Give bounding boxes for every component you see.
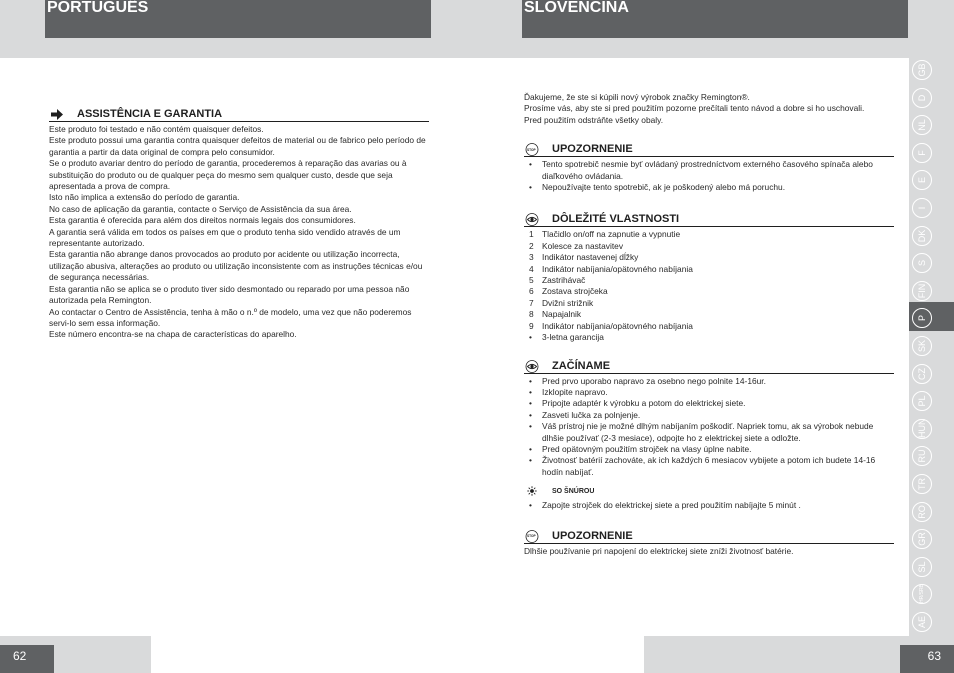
- item-text: Zastrihávač: [542, 275, 586, 286]
- language-tabs: [909, 58, 954, 636]
- caution-list-1: [524, 159, 894, 193]
- list-item: • Tento spotrebič nesmie byť ovládaný prostredníctvom externého časového spínača alebo diaľkového ovládania.: [524, 159, 894, 182]
- item-text: Napajalnik: [542, 309, 582, 320]
- language-tab-fin[interactable]: [912, 281, 932, 301]
- item-number: 6: [529, 286, 534, 297]
- language-tab-label: CZ: [917, 367, 927, 380]
- language-tab-label: AE: [917, 616, 927, 629]
- item-number: 3: [529, 252, 534, 263]
- list-item: [524, 229, 894, 240]
- list-item: [524, 321, 894, 332]
- language-tab-f[interactable]: [912, 143, 932, 163]
- list-item: [524, 275, 894, 286]
- language-tab-d[interactable]: [912, 88, 932, 108]
- list-item: • Životnosť batérií zachováte, ak ich každých 6 mesiacov vybijete a potom ich budete 14-16 hodín nabíjať.: [524, 455, 894, 478]
- list-item: • Izklopite napravo.: [524, 387, 894, 398]
- intro-text: [524, 92, 894, 126]
- caution-text-2: Dlhšie používanie pri napojení do elektrickej siete zníži životnosť batérie.: [524, 545, 794, 556]
- page-title-right: SLOVENČINA: [522, 0, 908, 38]
- language-tab-label: F: [917, 150, 927, 156]
- caution-header-2: [524, 526, 894, 544]
- language-tab-dk[interactable]: [912, 226, 932, 246]
- language-tab-label: GB: [917, 63, 927, 77]
- warranty-paragraph: A garantia será válida em todos os países em que o produto tenha sido vendido através de um representante autorizado.: [49, 226, 401, 249]
- intro-line: Pred použitím odstráňte všetky obaly.: [524, 114, 664, 125]
- caution-title-1: UPOZORNENIE: [552, 143, 633, 156]
- features-list: [524, 229, 894, 332]
- language-tab-label: S: [917, 260, 927, 267]
- warranty-paragraph: Esta garantia não abrange danos provocados ao produto por acidente ou utilização incorrecta, utilização abusiva, alterações ao produto ou utilização inconsistente com as instruções técnicas e/ou de segurança necessárias.: [49, 249, 423, 283]
- language-tab-nl[interactable]: [912, 115, 932, 135]
- features-extra-list: [524, 332, 894, 343]
- language-tab-tr[interactable]: [912, 474, 932, 494]
- warranty-paragraph: Esta garantia é oferecida para além dos direitos normais legais dos consumidores.: [49, 215, 356, 226]
- list-item: • Nepoužívajte tento spotrebič, ak je poškodený alebo má poruchu.: [524, 182, 894, 193]
- language-tab-label: HR/SRB: [919, 584, 925, 604]
- language-tab-ru[interactable]: [912, 446, 932, 466]
- arrow-right-icon: [50, 108, 64, 121]
- warranty-paragraph: Se o produto avariar dentro do período de garantia, procederemos à reparação das avarias ou à substituição do produto ou de qualquer peça do mesmo sem qualquer custo, desde que seja apresentada a prova de compra.: [49, 158, 407, 192]
- item-number: 2: [529, 240, 534, 251]
- language-tab-s[interactable]: [912, 253, 932, 273]
- warranty-section-title: ASSISTÊNCIA E GARANTIA: [77, 108, 223, 120]
- language-tab-cz[interactable]: [912, 364, 932, 384]
- language-tab-pl[interactable]: [912, 391, 932, 411]
- language-tab-sk[interactable]: [912, 336, 932, 356]
- eye-icon: [525, 360, 539, 373]
- language-tab-sl[interactable]: [912, 557, 932, 577]
- list-item: • 3-letna garancija: [524, 332, 894, 343]
- language-tab-ae[interactable]: [912, 612, 932, 632]
- language-tab-label: HUN: [917, 418, 927, 438]
- warranty-paragraph: Ao contactar o Centro de Assistência, tenha à mão o n.º de modelo, uma vez que não poderemos servi-lo sem essa informação.: [49, 306, 412, 328]
- sun-icon: [527, 486, 537, 496]
- item-text: Indikátor nabíjania/opätovného nabíjania: [542, 320, 693, 331]
- list-item: [524, 252, 894, 263]
- language-tab-i[interactable]: [912, 198, 932, 218]
- language-tab-label: GR: [917, 532, 927, 546]
- item-number: 5: [529, 275, 534, 286]
- caution-header-1: [524, 139, 894, 157]
- stop-icon-label: STOP: [527, 534, 536, 539]
- list-item: • Zapojte strojček do elektrickej siete a pred použitím nabíjajte 5 minút .: [524, 500, 894, 511]
- language-tab-hun[interactable]: [912, 419, 932, 439]
- language-tab-label: RO: [917, 504, 927, 519]
- list-item: [524, 241, 894, 252]
- start-header: [524, 356, 894, 374]
- item-number: 8: [529, 309, 534, 320]
- stop-icon-label: STOP: [527, 147, 536, 152]
- warranty-section-header: [49, 104, 429, 122]
- language-tab-p[interactable]: [912, 308, 932, 328]
- warranty-paragraph: Este número encontra-se na chapa de características do aparelho.: [49, 329, 297, 340]
- slovak-column: [524, 92, 894, 557]
- intro-line: Ďakujeme, že ste si kúpili nový výrobok značky Remington®.: [524, 92, 750, 102]
- language-tab-label: PL: [917, 395, 927, 407]
- language-tab-gr[interactable]: [912, 529, 932, 549]
- language-tab-label: SL: [917, 561, 927, 573]
- list-item: [524, 286, 894, 297]
- language-tab-e[interactable]: [912, 170, 932, 190]
- list-item: • Pripojte adaptér k výrobku a potom do elektrickej siete.: [524, 398, 894, 409]
- item-text: Tlačidlo on/off na zapnutie a vypnutie: [542, 229, 681, 240]
- warranty-text: [49, 124, 429, 341]
- intro-line: Prosíme vás, aby ste si pred použitím pozorne prečítali tento návod a dobre si ho uschovali.: [524, 103, 865, 114]
- list-item: • Pred prvo uporabo napravo za osebno nego polnite 14-16ur.: [524, 376, 894, 387]
- language-tab-hrsrb[interactable]: [912, 584, 932, 604]
- language-tab-gb[interactable]: [912, 60, 932, 80]
- page-number-right: 63: [900, 645, 954, 673]
- list-item: • Pred opätovným použitím strojček na vlasy úplne nabite.: [524, 444, 894, 455]
- features-title: DÔLEŽITÉ VLASTNOSTI: [552, 213, 680, 226]
- language-tab-label: E: [917, 177, 927, 184]
- page-title-left: PORTUGUÊS: [45, 0, 431, 38]
- warranty-paragraph: Este produto possui uma garantia contra quaisquer defeitos de material ou de fabrico pelo período de garantia a partir da data original de compra pelo consumidor.: [49, 135, 426, 157]
- list-item: [524, 309, 894, 320]
- language-tab-label: RU: [917, 449, 927, 463]
- caution-title-2: UPOZORNENIE: [552, 529, 633, 542]
- warranty-column: [49, 104, 429, 341]
- item-text: Dvižni strižnik: [542, 297, 594, 308]
- list-item: • Zasveti lučka za polnjenje.: [524, 410, 894, 421]
- language-tab-label: SK: [917, 340, 927, 353]
- language-tab-label: P: [917, 315, 927, 322]
- list-item: • Váš prístroj nie je možné dlhým nabíjaním poškodiť. Napriek tomu, ak sa výrobok nebude dlhšie používať (2-3 mesiace), odpojte ho z elektrickej siete a odložte.: [524, 421, 894, 444]
- language-tab-label: D: [917, 94, 927, 101]
- item-text: Indikátor nastavenej dĺžky: [542, 252, 639, 263]
- list-item: [524, 264, 894, 275]
- language-tab-label: TR: [917, 478, 927, 490]
- item-number: 9: [529, 320, 534, 331]
- cord-subheader: [524, 484, 894, 498]
- page-number-left: 62: [0, 645, 54, 673]
- start-title: ZAČÍNAME: [552, 359, 611, 372]
- item-text: Zostava strojčeka: [542, 286, 608, 297]
- eye-icon: [525, 213, 539, 226]
- cord-subtitle: SO ŠNÚROU: [552, 488, 595, 496]
- item-number: 7: [529, 297, 534, 308]
- language-tab-label: DK: [917, 229, 927, 242]
- features-header: [524, 209, 894, 227]
- item-number: 1: [529, 229, 534, 240]
- warranty-paragraph: Isto não implica a extensão do período de garantia.: [49, 192, 240, 203]
- start-list: [524, 376, 894, 479]
- warranty-paragraph: No caso de aplicação da garantia, contacte o Serviço de Assistência da sua área.: [49, 203, 352, 214]
- item-text: Kolesce za nastavitev: [542, 240, 624, 251]
- item-number: 4: [529, 263, 534, 274]
- warranty-paragraph: Esta garantia não se aplica se o produto tiver sido desmontado ou reparado por uma pessoa não autorizada pela Remington.: [49, 283, 410, 306]
- list-item: [524, 298, 894, 309]
- language-tab-label: FIN: [917, 283, 927, 299]
- language-tab-label: I: [917, 206, 927, 210]
- language-tab-label: NL: [917, 119, 927, 131]
- language-tab-ro[interactable]: [912, 502, 932, 522]
- warranty-paragraph: Este produto foi testado e não contém quaisquer defeitos.: [49, 124, 264, 134]
- item-text: Indikátor nabíjania/opätovného nabíjania: [542, 263, 693, 274]
- cord-list: [524, 500, 894, 511]
